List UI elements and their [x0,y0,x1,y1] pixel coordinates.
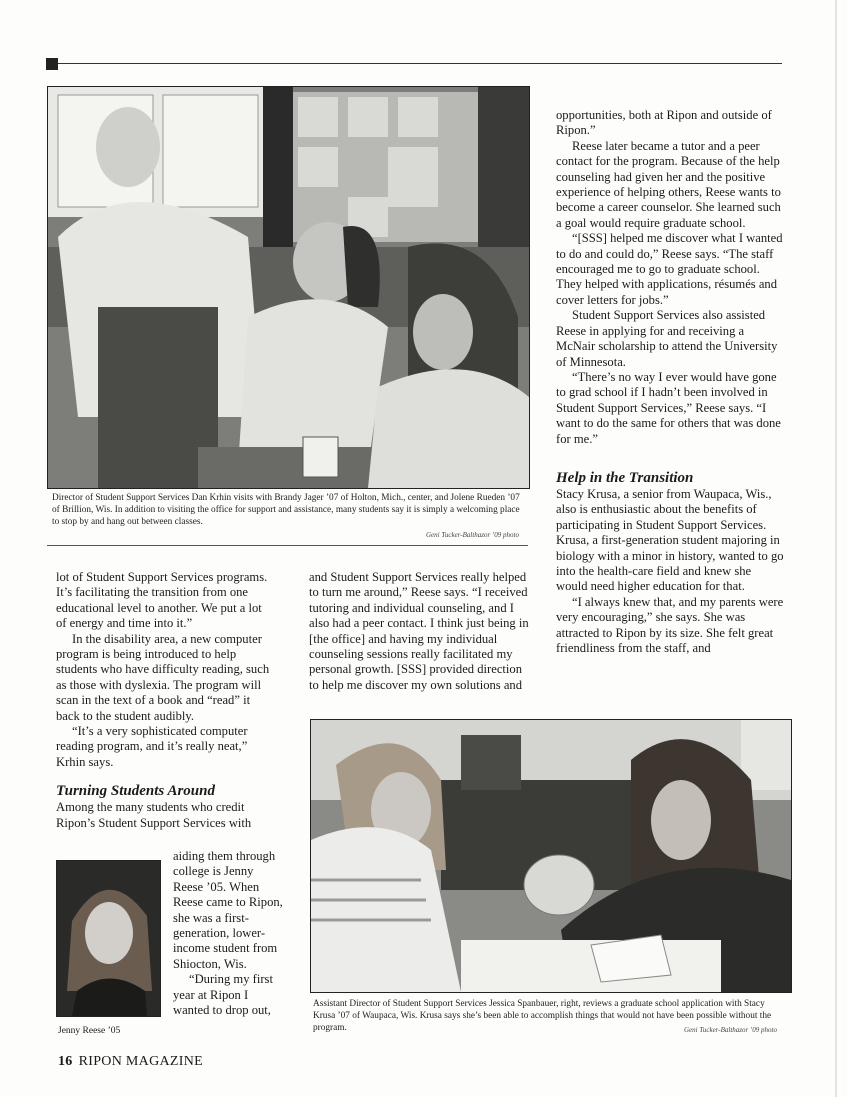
column-left-wrap [173,849,283,1018]
magazine-name: RIPON MAGAZINE [78,1054,203,1069]
paragraph: “I always knew that, and my parents were very encouraging,” she says. She was attracted to Ripon by its size. She felt great friendliness from the staff, and [556,594,784,655]
paragraph: and Student Support Services really helped to turn me around,” Reese says. “I received tutoring and individual counseling, and I also had a peer contact. I think just being in [the office] and having my individual counseling sessions really facilitated my personal growth. [SSS] provided direction to help me discover my own solutions and [309,570,529,692]
credit-top-photo: Geni Tucker-Balthazor ’09 photo [426,531,519,539]
paragraph: “It’s a very sophisticated computer reading program, and it’s really neat,” Krhin says. [56,724,248,769]
caption-rule [47,545,528,546]
paragraph: Among the many students who credit Ripon’s Student Support Services with [56,800,252,830]
page-number: 16 [58,1054,73,1069]
column-right [556,108,784,656]
section-heading: Turning Students Around [56,783,215,800]
page-edge [835,0,837,1097]
column-left [56,570,270,831]
caption-bottom-photo: Assistant Director of Student Support Services Jessica Spanbauer, right, reviews a graduate school application with Stacy Krusa ’07 of Waupaca, Wis. Krusa says she’s been able to accomplish things that would not have been possible without the program. [313,999,772,1033]
paragraph: Student Support Services also assisted Reese in applying for and receiving a McNair scholarship to attend the University of Minnesota. [556,308,778,369]
section-heading: Help in the Transition [556,469,694,486]
paragraph: “During my first year at Ripon I wanted to drop out, [173,972,273,1018]
paragraph: In the disability area, a new computer program is being introduced to help students who have difficulty reading, such as those with dyslexia. The program will scan in the text of a book and “read” it back to the student audibly. [56,631,270,723]
credit-bottom-photo: Geni Tucker-Balthazor ’09 photo [684,1026,777,1034]
photo-office-visit-illustration [48,87,529,488]
photo-application-review-illustration [311,720,791,992]
caption-top-photo: Director of Student Support Services Dan Krhin visits with Brandy Jager ’07 of Holton, Mich., center, and Jolene Rueden ’07 of Brillion, Wis. In addition to visiting the office for support and assistance, many students say it is simply a welcoming place to stop by and hang out between classes. [52,493,520,527]
paragraph: Stacy Krusa, a senior from Waupaca, Wis., also is enthusiastic about the benefits of participating in Student Support Services. Krusa, a first-generation student majoring in biology with a minor in history, wanted to go into the health-care field and knew she would need higher education for that. [556,486,784,594]
photo-jenny-reese [56,860,161,1017]
photo-jenny-reese-illustration [57,861,160,1016]
paragraph: lot of Student Support Services programs. It’s facilitating the transition from one educational level to another. We put a lot of energy and time into it.” [56,570,268,631]
photo-application-review [310,719,792,993]
column-middle [309,570,534,693]
photo-office-visit [47,86,530,489]
paragraph: “[SSS] helped me discover what I wanted to do and could do,” Reese says. “The staff encouraged me to go to graduate school. They helped with applications, résumés and cover letters for jobs.” [556,231,783,307]
paragraph: opportunities, both at Ripon and outside of Ripon.” [556,108,772,138]
top-rule [58,63,782,64]
page-folio [58,1054,203,1070]
paragraph: Reese later became a tutor and a peer contact for the program. Because of the help counseling had given her and the positive experience of helping others, Reese wants to become a career counselor. She learned such a goal would require graduate school. [556,138,781,230]
photo-label-jenny-reese: Jenny Reese ’05 [58,1026,121,1036]
paragraph: “There’s no way I ever would have gone to grad school if I hadn’t been involved in Student Support Services,” Reese says. “I want to do the same for others that was done for me.” [556,369,781,446]
section-marker [46,58,58,70]
paragraph: aiding them through college is Jenny Reese ’05. When Reese came to Ripon, she was a first-generation, lower-income student from Shiocton, Wis. [173,849,283,971]
